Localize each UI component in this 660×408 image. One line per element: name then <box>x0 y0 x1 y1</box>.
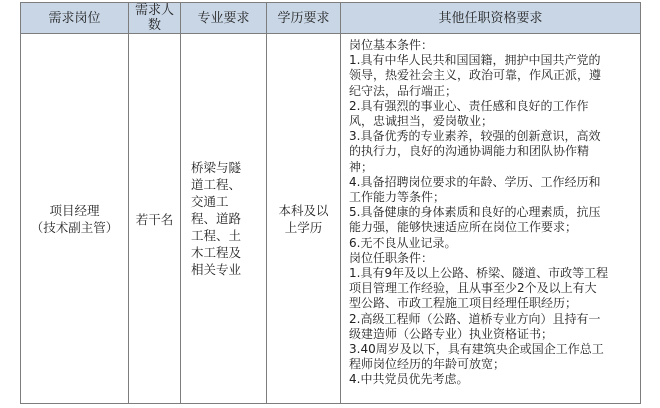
requirement-line: 3.40周岁及以下，具有建筑央企或国企工作总工 <box>349 342 604 357</box>
recruitment-table <box>20 2 641 404</box>
header-count-line2: 数 <box>147 18 161 33</box>
requirement-line: 型公路、市政工程施工项目经理任职经历； <box>349 296 578 311</box>
header-other-requirements: 其他任职资格要求 <box>341 3 641 34</box>
cell-count: 若干名 <box>129 34 181 404</box>
cell-position <box>21 34 129 404</box>
requirement-line: 程师岗位经历的年龄可放宽； <box>349 357 506 372</box>
requirement-line: 4.具备招聘岗位要求的年龄、学历、工作经历和 <box>349 174 601 189</box>
education-line: 本科及以 <box>278 202 329 218</box>
major-line: 桥梁与隧 <box>191 160 242 175</box>
major-line: 工程、土 <box>191 228 242 243</box>
major-line: 相关专业 <box>191 262 242 277</box>
requirement-line: 的执行力，良好的沟通协调能力和团队协作精 <box>349 144 590 159</box>
requirement-line: 神； <box>349 159 374 174</box>
requirement-heading-qualification: 岗位任职条件： <box>349 250 434 265</box>
table-row <box>21 34 641 404</box>
requirement-line: 4.中共党员优先考虑。 <box>349 372 469 387</box>
position-subtitle: （技术副主管） <box>30 219 119 235</box>
header-education: 学历要求 <box>267 3 341 34</box>
cell-education <box>267 34 341 404</box>
requirement-line: 5.具备健康的身体素质和良好的心理素质，抗压 <box>349 205 601 220</box>
major-line: 道工程、 <box>191 177 242 192</box>
education-line: 上学历 <box>284 219 323 235</box>
requirement-line: 级建造师（公路专业）执业资格证书； <box>349 326 554 341</box>
table-header-row <box>21 3 641 34</box>
cell-major <box>181 34 267 404</box>
requirement-line: 3.具备优秀的专业素养，较强的创新意识，高效 <box>349 129 601 144</box>
requirement-line: 1.具有中华人民共和国国籍，拥护中国共产党的 <box>349 53 601 68</box>
requirement-line: 风，忠诚担当，爱岗敬业； <box>349 114 494 129</box>
requirement-line: 能力强，能够快速适应所在岗位工作要求； <box>349 220 578 235</box>
requirement-line: 2.高级工程师（公路、道桥专业方向）且持有一 <box>349 311 601 326</box>
major-line: 交通工 <box>191 194 229 209</box>
requirement-line: 1.具有9年及以上公路、桥梁、隧道、市政等工程 <box>349 266 609 281</box>
major-line: 程、道路 <box>191 211 242 226</box>
requirement-heading-basic: 岗位基本条件： <box>349 38 434 52</box>
requirement-line: 工作能力等条件； <box>349 190 446 205</box>
header-count-line1: 需求人 <box>134 3 174 18</box>
requirement-line: 2.具有强烈的事业心、责任感和良好的工作作 <box>349 98 589 113</box>
cell-other-requirements <box>341 34 641 404</box>
major-line: 木工程及 <box>191 245 242 260</box>
header-count <box>129 3 181 34</box>
requirement-line: 领导，热爱社会主义，政治可靠，作风正派，遵 <box>349 68 602 83</box>
header-major: 专业要求 <box>181 3 267 34</box>
requirement-line: 纪守法，品行端正； <box>349 83 458 98</box>
position-title: 项目经理 <box>49 202 100 218</box>
requirement-line: 项目管理工作经验，且从事至少2个及以上有大 <box>349 281 597 296</box>
requirement-line: 6.无不良从业记录。 <box>349 235 457 250</box>
header-position: 需求岗位 <box>21 3 129 34</box>
